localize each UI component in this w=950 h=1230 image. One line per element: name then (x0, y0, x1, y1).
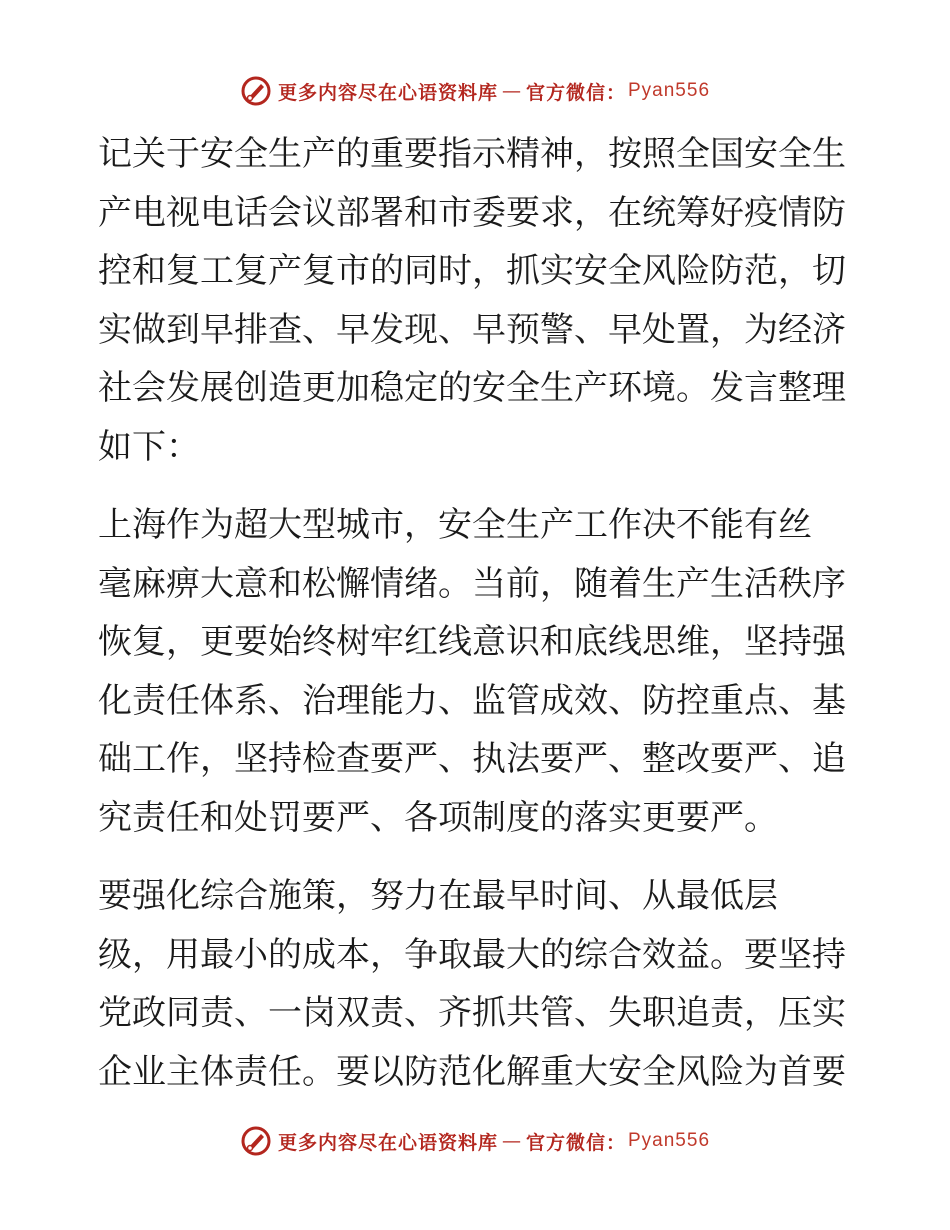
text-line: 实做到早排查、早发现、早预警、早处置，为经济 (98, 309, 846, 350)
brand-logo-icon (240, 1125, 272, 1157)
text-line: 上海作为超大型城市，安全生产工作决不能有丝 (98, 505, 812, 545)
banner-wechat-label: 官方微信： (525, 1131, 626, 1154)
banner-wechat-label: 官方微信： (525, 81, 626, 104)
text-line: 控和复工复产复市的同时，抓实安全风险防范，切 (98, 251, 846, 291)
banner-text: 更多内容尽在心语资料库 (277, 81, 498, 104)
text-line: 化责任体系、治理能力、监管成效、防控重点、基 (98, 680, 846, 721)
banner-wechat-id: Pyan556 (628, 80, 711, 101)
text-line: 企业主体责任。要以防范化解重大安全风险为首要 (98, 1051, 846, 1092)
text-line: 究责任和处罚要严、各项制度的落实更要严。 (98, 797, 778, 838)
brand-logo-icon (240, 75, 272, 107)
text-line: 记关于安全生产的重要指示精神，按照全国安全生 (98, 134, 846, 174)
text-line: 党政同责、一岗双责、齐抓共管、失职追责，压实 (98, 993, 846, 1033)
banner-dash: — (501, 80, 522, 102)
text-line: 社会发展创造更加稳定的安全生产环境。发言整理 (98, 368, 846, 408)
banner-text: 更多内容尽在心语资料库 (277, 1131, 498, 1154)
banner-dash: — (501, 1130, 522, 1152)
text-line: 如下： (98, 426, 200, 467)
header-banner (0, 75, 950, 107)
text-line: 恢复，更要始终树牢红线意识和底线思维，坚持强 (98, 622, 846, 662)
banner-wechat-id: Pyan556 (628, 1130, 711, 1151)
document-body (98, 125, 858, 1101)
text-line: 产电视电话会议部署和市委要求，在统筹好疫情防 (98, 192, 846, 233)
text-line: 础工作，坚持检查要严、执法要严、整改要严、追 (98, 739, 846, 779)
text-line: 级，用最小的成本，争取最大的综合效益。要坚持 (98, 934, 846, 975)
text-line: 要强化综合施策，努力在最早时间、从最低层 (98, 876, 778, 916)
text-line: 毫麻痹大意和松懈情绪。当前，随着生产生活秩序 (98, 563, 846, 604)
footer-banner (0, 1125, 950, 1157)
